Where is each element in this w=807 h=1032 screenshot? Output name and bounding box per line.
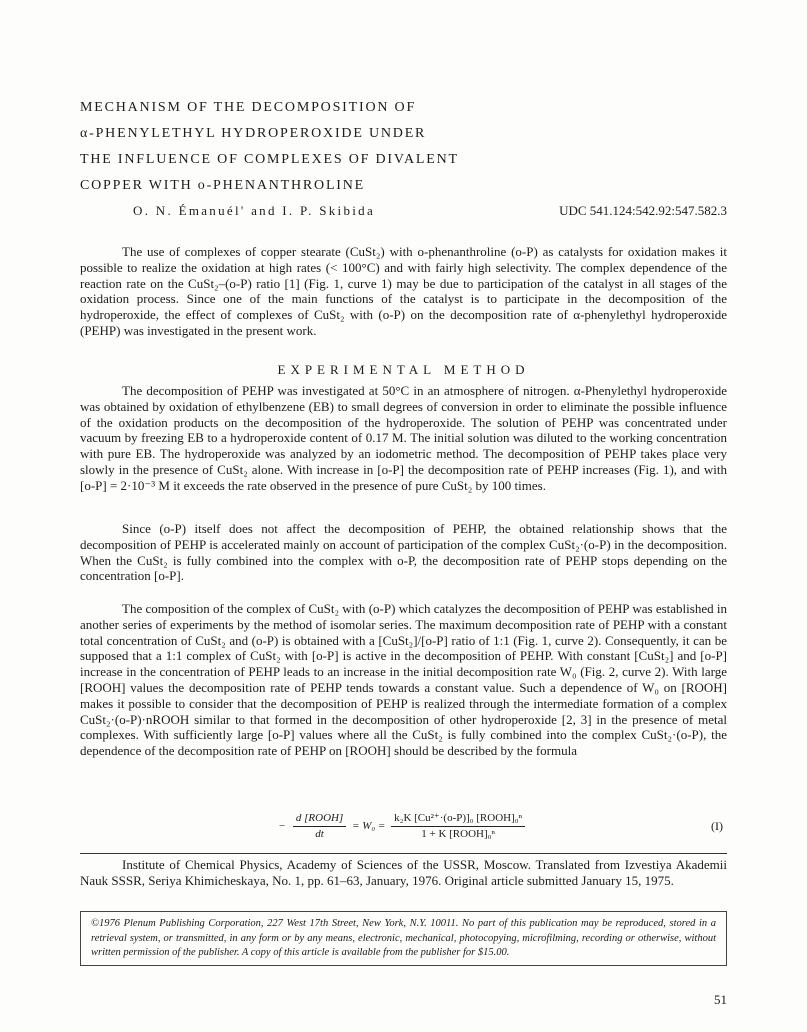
rate-equation: [80, 812, 727, 841]
equation-rhs-numerator: k₂K [Cu²⁺·(o-P)]₀ [ROOH]₀ⁿ: [391, 812, 525, 827]
title-line: α-PHENYLETHYL HYDROPEROXIDE UNDER: [80, 126, 427, 141]
equation-lhs-fraction: [293, 812, 346, 841]
equation-rhs-fraction: [391, 812, 525, 841]
equation-middle: = W₀ =: [352, 820, 386, 832]
authors: O. N. Émanuél' and I. P. Skibida: [133, 203, 376, 218]
equation-rhs-denominator: 1 + K [ROOH]₀ⁿ: [421, 828, 495, 840]
udc-code: UDC 541.124:542.92:547.582.3: [559, 203, 727, 218]
equation-lhs-numerator: d [ROOH]: [293, 812, 346, 827]
title-line: COPPER WITH o-PHENANTHROLINE: [80, 178, 366, 193]
composition-paragraph: The composition of the complex of CuSt₂ with (o-P) which catalyzes the decomposition of PEHP was established in another series of experiments by the method of isomolar series. The maximum decomposition rate of PEHP with a constant total concentration of CuSt₂ and (o-P) is obtained with a [CuSt₂]/[o-P] ratio of 1:1 (Fig. 1, curve 2). Consequently, it can be supposed that a 1:1 complex of CuSt₂ with [o-P] is active in the decomposition of PEHP. With constant [CuSt₂] and [o-P] increase in the concentration of PEHP leads to an increase in the initial decomposition rate W₀ (Fig. 2, curve 2). With large [ROOH] values the decomposition rate of PEHP tends towards a constant value. Such a dependence of W₀ on [ROOH] makes it possible to consider that the decomposition of PEHP is realized through the intermediate formation of a complex CuSt₂·(o-P)·nROOH similar to that formed in the decomposition of other hydroperoxide [2, 3] in the presence of metal complexes. With sufficiently large [o-P] values where all the CuSt₂ is fully combined into the complex CuSt₂·(o-P), the dependence of the decomposition rate of PEHP on [ROOH] should be described by the formula: [80, 601, 727, 759]
article-title: [80, 95, 459, 199]
intro-paragraph: The use of complexes of copper stearate (CuSt₂) with o-phenanthroline (o-P) as catalysts for oxidation makes it possible to realize the oxidation at high rates (< 100°C) and with fairly high selectivity. The complex dependence of the reaction rate on the CuSt₂–(o-P) ratio [1] (Fig. 1, curve 1) may be due to participation of the catalyst in all stages of the oxidation process. Since one of the main functions of the catalyst is to participate in the decomposition of the hydroperoxide, the effect of complexes of CuSt₂ with (o-P) on the decomposition rate of α-phenylethyl hydroperoxide (PEHP) was investigated in the present work.: [80, 244, 727, 338]
title-line: THE INFLUENCE OF COMPLEXES OF DIVALENT: [80, 152, 459, 167]
section-heading: EXPERIMENTAL METHOD: [277, 362, 530, 377]
method-paragraph: The decomposition of PEHP was investigated at 50°C in an atmosphere of nitrogen. α-Phenylethyl hydroperoxide was obtained by oxidation of ethylbenzene (EB) to small degrees of conversion in order to eliminate the possible influence of the oxidation products on the decomposition of the hydroperoxide. The solution of PEHP was concentrated under vacuum by freezing EB to a hydroperoxide content of 0.17 M. The initial solution was diluted to the working concentration with pure EB. The hydroperoxide was analyzed by an iodometric method. The decomposition of PEHP takes place very slowly in the presence of CuSt₂ alone. With increase in [o-P] the decomposition rate of PEHP increases (Fig. 1), and with [o-P] = 2·10⁻³ M it exceeds the rate observed in the presence of pure CuSt₂ by 100 times.: [80, 383, 727, 493]
complex-paragraph: Since (o-P) itself does not affect the decomposition of PEHP, the obtained relationship shows that the decomposition of PEHP is accelerated mainly on account of participation of the complex CuSt₂·(o-P) in the decomposition. When the CuSt₂ is fully combined into the complex with o-P, the decomposition rate of PEHP stops depending on the concentration [o-P].: [80, 521, 727, 584]
page-number: 51: [714, 992, 727, 1007]
copyright-notice: ©1976 Plenum Publishing Corporation, 227 West 17th Street, New York, N.Y. 10011. No part of this publication may be reproduced, stored in a retrieval system, or transmitted, in any form or by any means, electronic, mechanical, photocopying, microfilming, recording or otherwise, without written permission of the publisher. A copy of this article is available from the publisher for $15.00.: [80, 911, 727, 966]
equation-label: (I): [711, 819, 723, 833]
equation-lhs-denominator: dt: [315, 828, 324, 840]
affiliation-footnote: Institute of Chemical Physics, Academy of Sciences of the USSR, Moscow. Translated from Izvestiya Akademii Nauk SSSR, Seriya Khimicheskaya, No. 1, pp. 61–63, January, 1976. Original article submitted January 15, 1975.: [80, 857, 727, 888]
title-line: MECHANISM OF THE DECOMPOSITION OF: [80, 100, 417, 115]
footnote-divider: [80, 853, 727, 854]
equation-sign: −: [278, 820, 286, 832]
